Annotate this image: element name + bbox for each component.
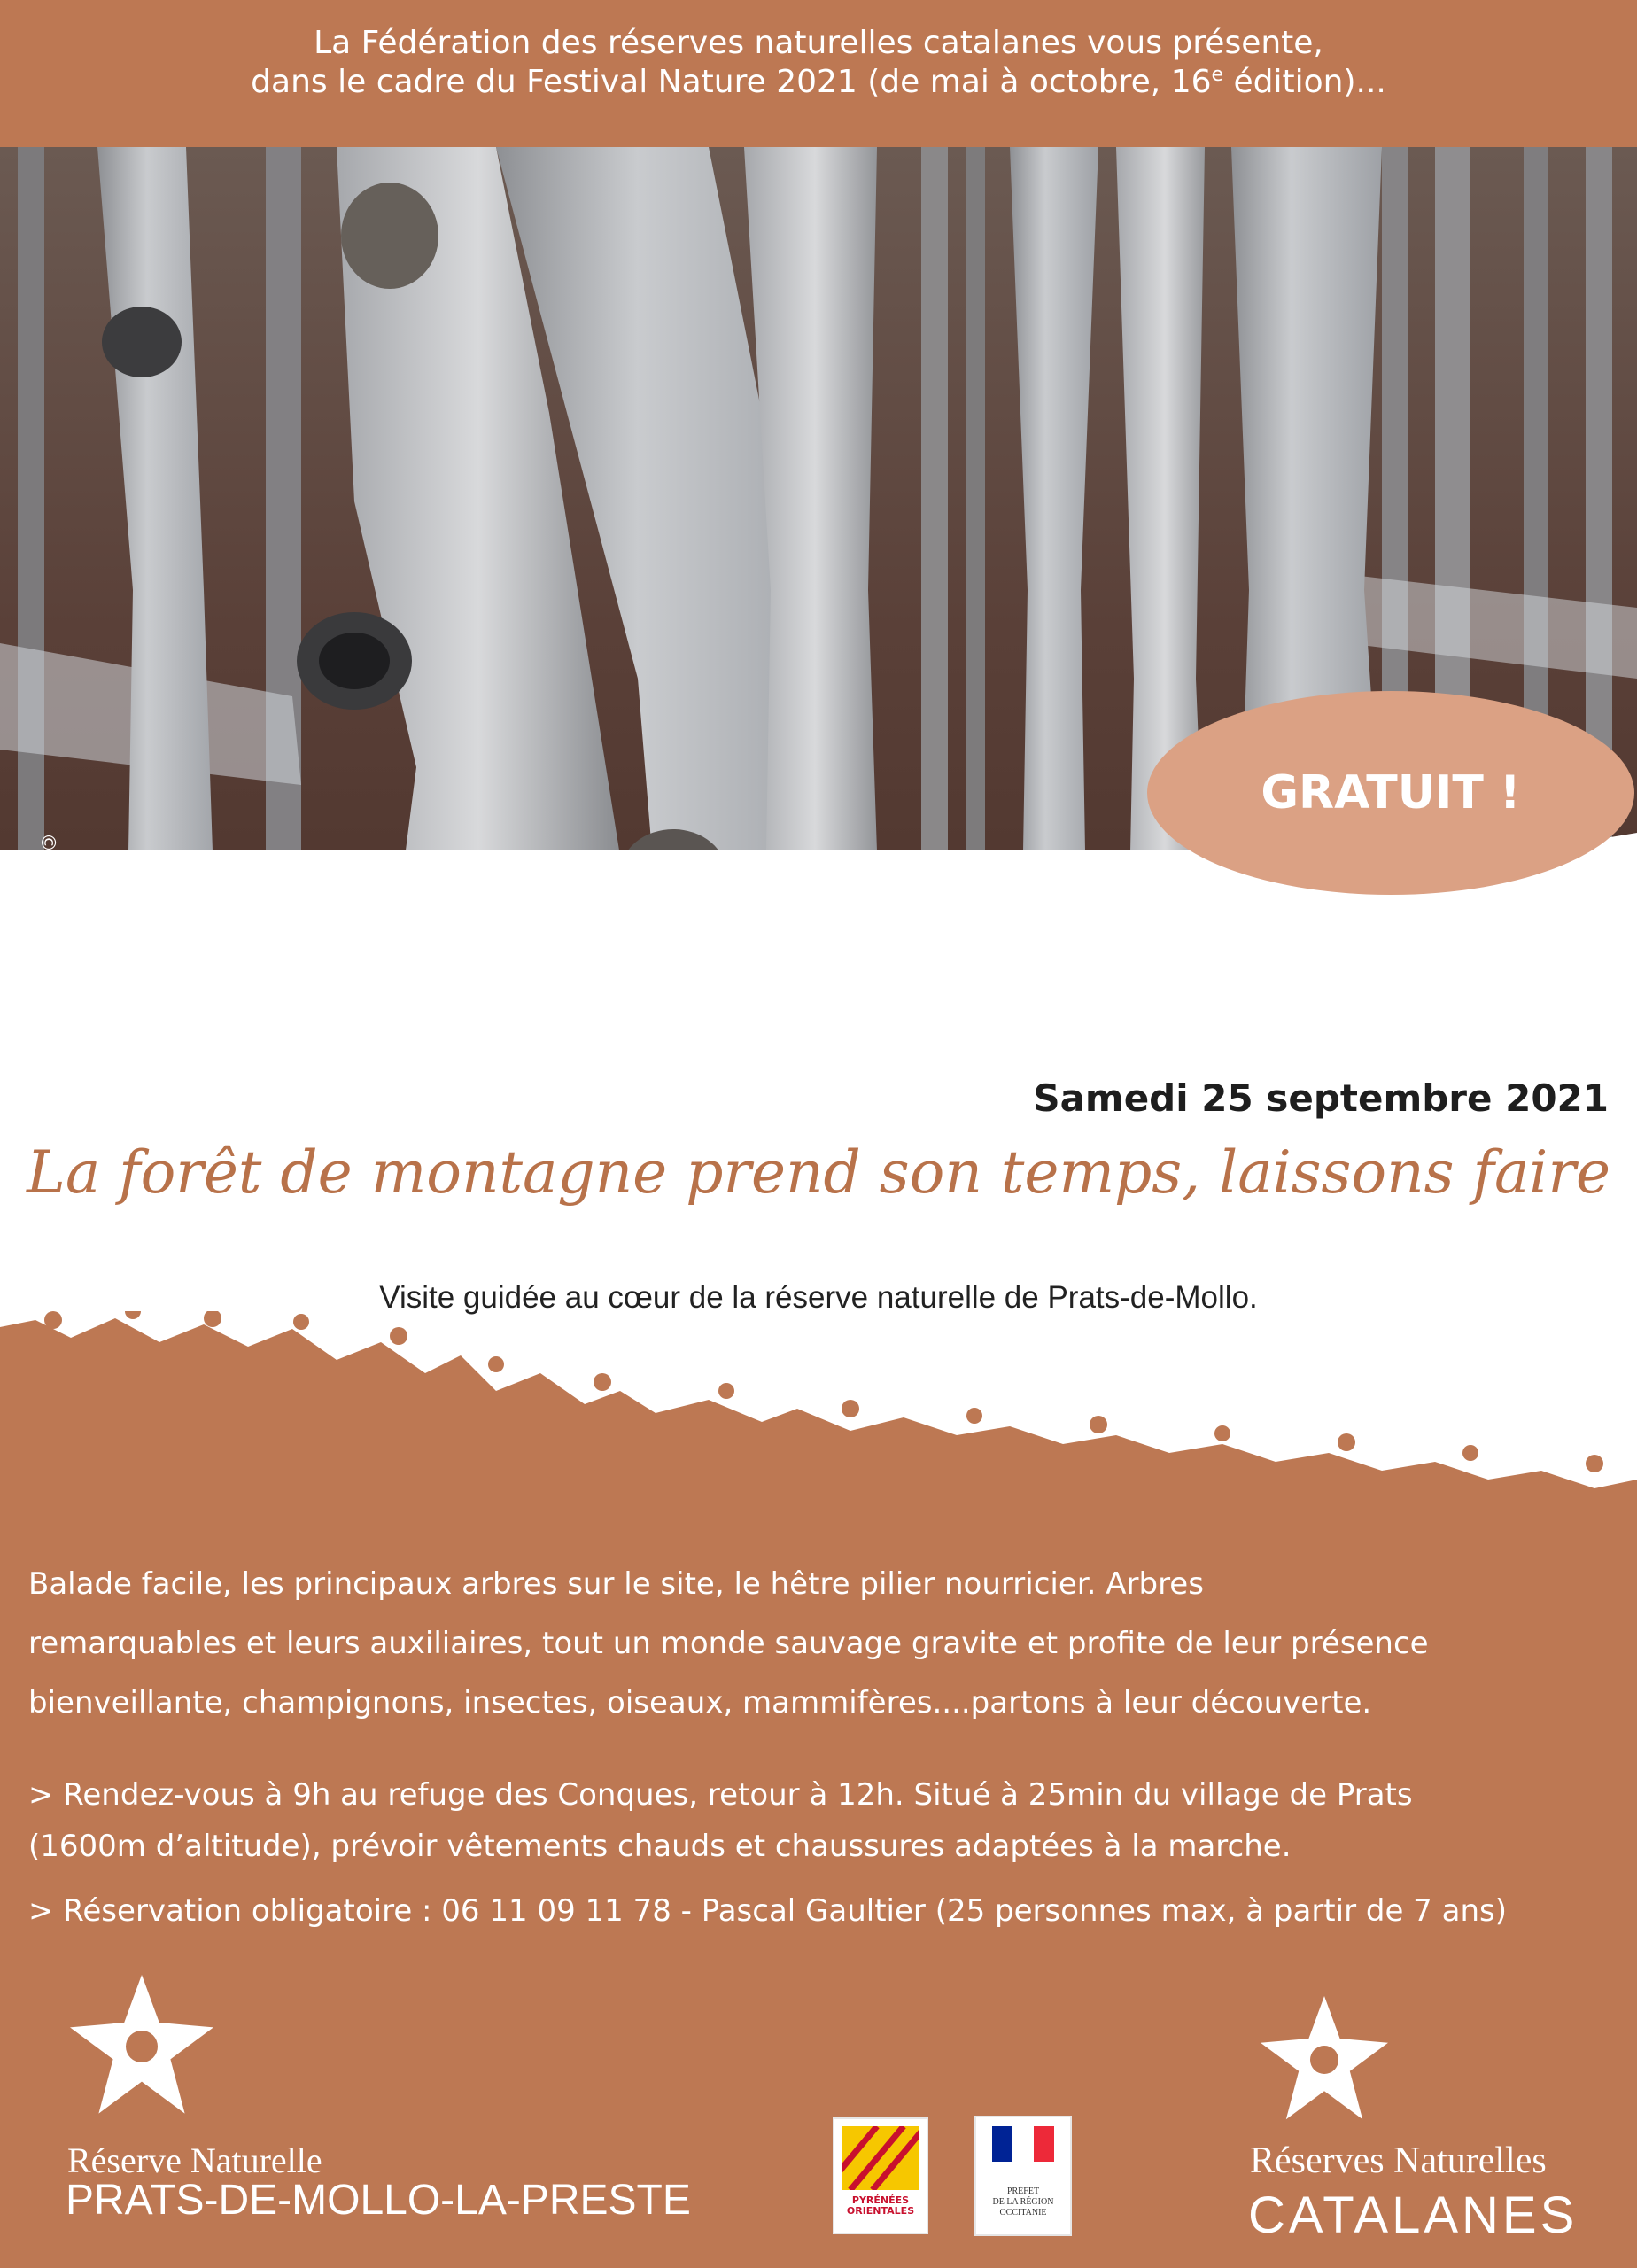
photo-credit: © RNN Prats-de-Mollo — [36, 833, 58, 1047]
header-line-2 — [0, 62, 1637, 104]
event-date: Samedi 25 septembre 2021 — [1033, 1076, 1609, 1120]
description-line-3: bienveillante, champignons, insectes, oiseaux, mammifères....partons à leur découverte. — [28, 1685, 1372, 1720]
event-description — [28, 1555, 1614, 1733]
logo-left-line-2: PRATS-DE-MOLLO-LA-PRESTE — [66, 2177, 691, 2224]
prefet-label — [976, 2186, 1070, 2218]
meeting-info — [28, 1769, 1614, 1872]
header-superscript: e — [1211, 64, 1224, 86]
prefet-label-line-2: DE LA RÉGION — [992, 2197, 1054, 2207]
reservation-info: > Réservation obligatoire : 06 11 09 11 78 - Pascal Gaultier (25 personnes max, à partir de 7 ans) — [28, 1893, 1507, 1929]
header-banner — [0, 0, 1637, 147]
prefet-label-line-1: PRÉFET — [1006, 2186, 1040, 2196]
pyrenees-orientales-logo — [833, 2117, 928, 2234]
header-line-2-end: édition)... — [1223, 64, 1386, 100]
event-subtitle: Visite guidée au cœur de la réserve naturelle de Prats-de-Mollo. — [379, 1280, 1258, 1315]
description-line-2: remarquables et leurs auxiliaires, tout un monde sauvage gravite et profite de leur présence — [28, 1626, 1429, 1661]
logo-left-line-1: Réserve Naturelle — [67, 2140, 322, 2180]
header-line-2-text: dans le cadre du Festival Nature 2021 (de mai à octobre, 16 — [251, 64, 1212, 100]
description-line-1: Balade facile, les principaux arbres sur le site, le hêtre pilier nourricier. Arbres — [28, 1566, 1204, 1602]
logo-prats-de-mollo — [62, 1967, 718, 2259]
dept-label-line-2: ORIENTALES — [846, 2205, 915, 2218]
header-line-1: La Fédération des réserves naturelles catalanes vous présente, — [314, 25, 1323, 61]
logo-right-line-2: CATALANES — [1248, 2186, 1579, 2244]
event-title: La forêt de montagne prend son temps, laissons faire — [26, 1138, 1611, 1207]
meadow-silhouette — [0, 1311, 1637, 1577]
star-logo-icon — [1253, 1989, 1395, 2131]
catalan-stripes-icon — [842, 2126, 919, 2190]
marianne-icon — [992, 2126, 1054, 2171]
free-badge: GRATUIT ! — [1147, 691, 1634, 895]
prefet-occitanie-logo — [974, 2116, 1072, 2236]
prefet-label-line-3: OCCITANIE — [999, 2208, 1047, 2218]
dept-label — [834, 2195, 927, 2217]
star-logo-icon — [62, 1967, 221, 2126]
meeting-line-1: > Rendez-vous à 9h au refuge des Conques, retour à 12h. Situé à 25min du village de Prats — [28, 1777, 1413, 1813]
logo-right-line-1: Réserves Naturelles — [1250, 2140, 1547, 2181]
meeting-line-2: (1600m d’altitude), prévoir vêtements chauds et chaussures adaptées à la marche. — [28, 1829, 1292, 1864]
logo-reserves-catalanes — [1236, 1989, 1625, 2255]
dept-label-line-1: PYRÉNÉES — [851, 2194, 910, 2206]
